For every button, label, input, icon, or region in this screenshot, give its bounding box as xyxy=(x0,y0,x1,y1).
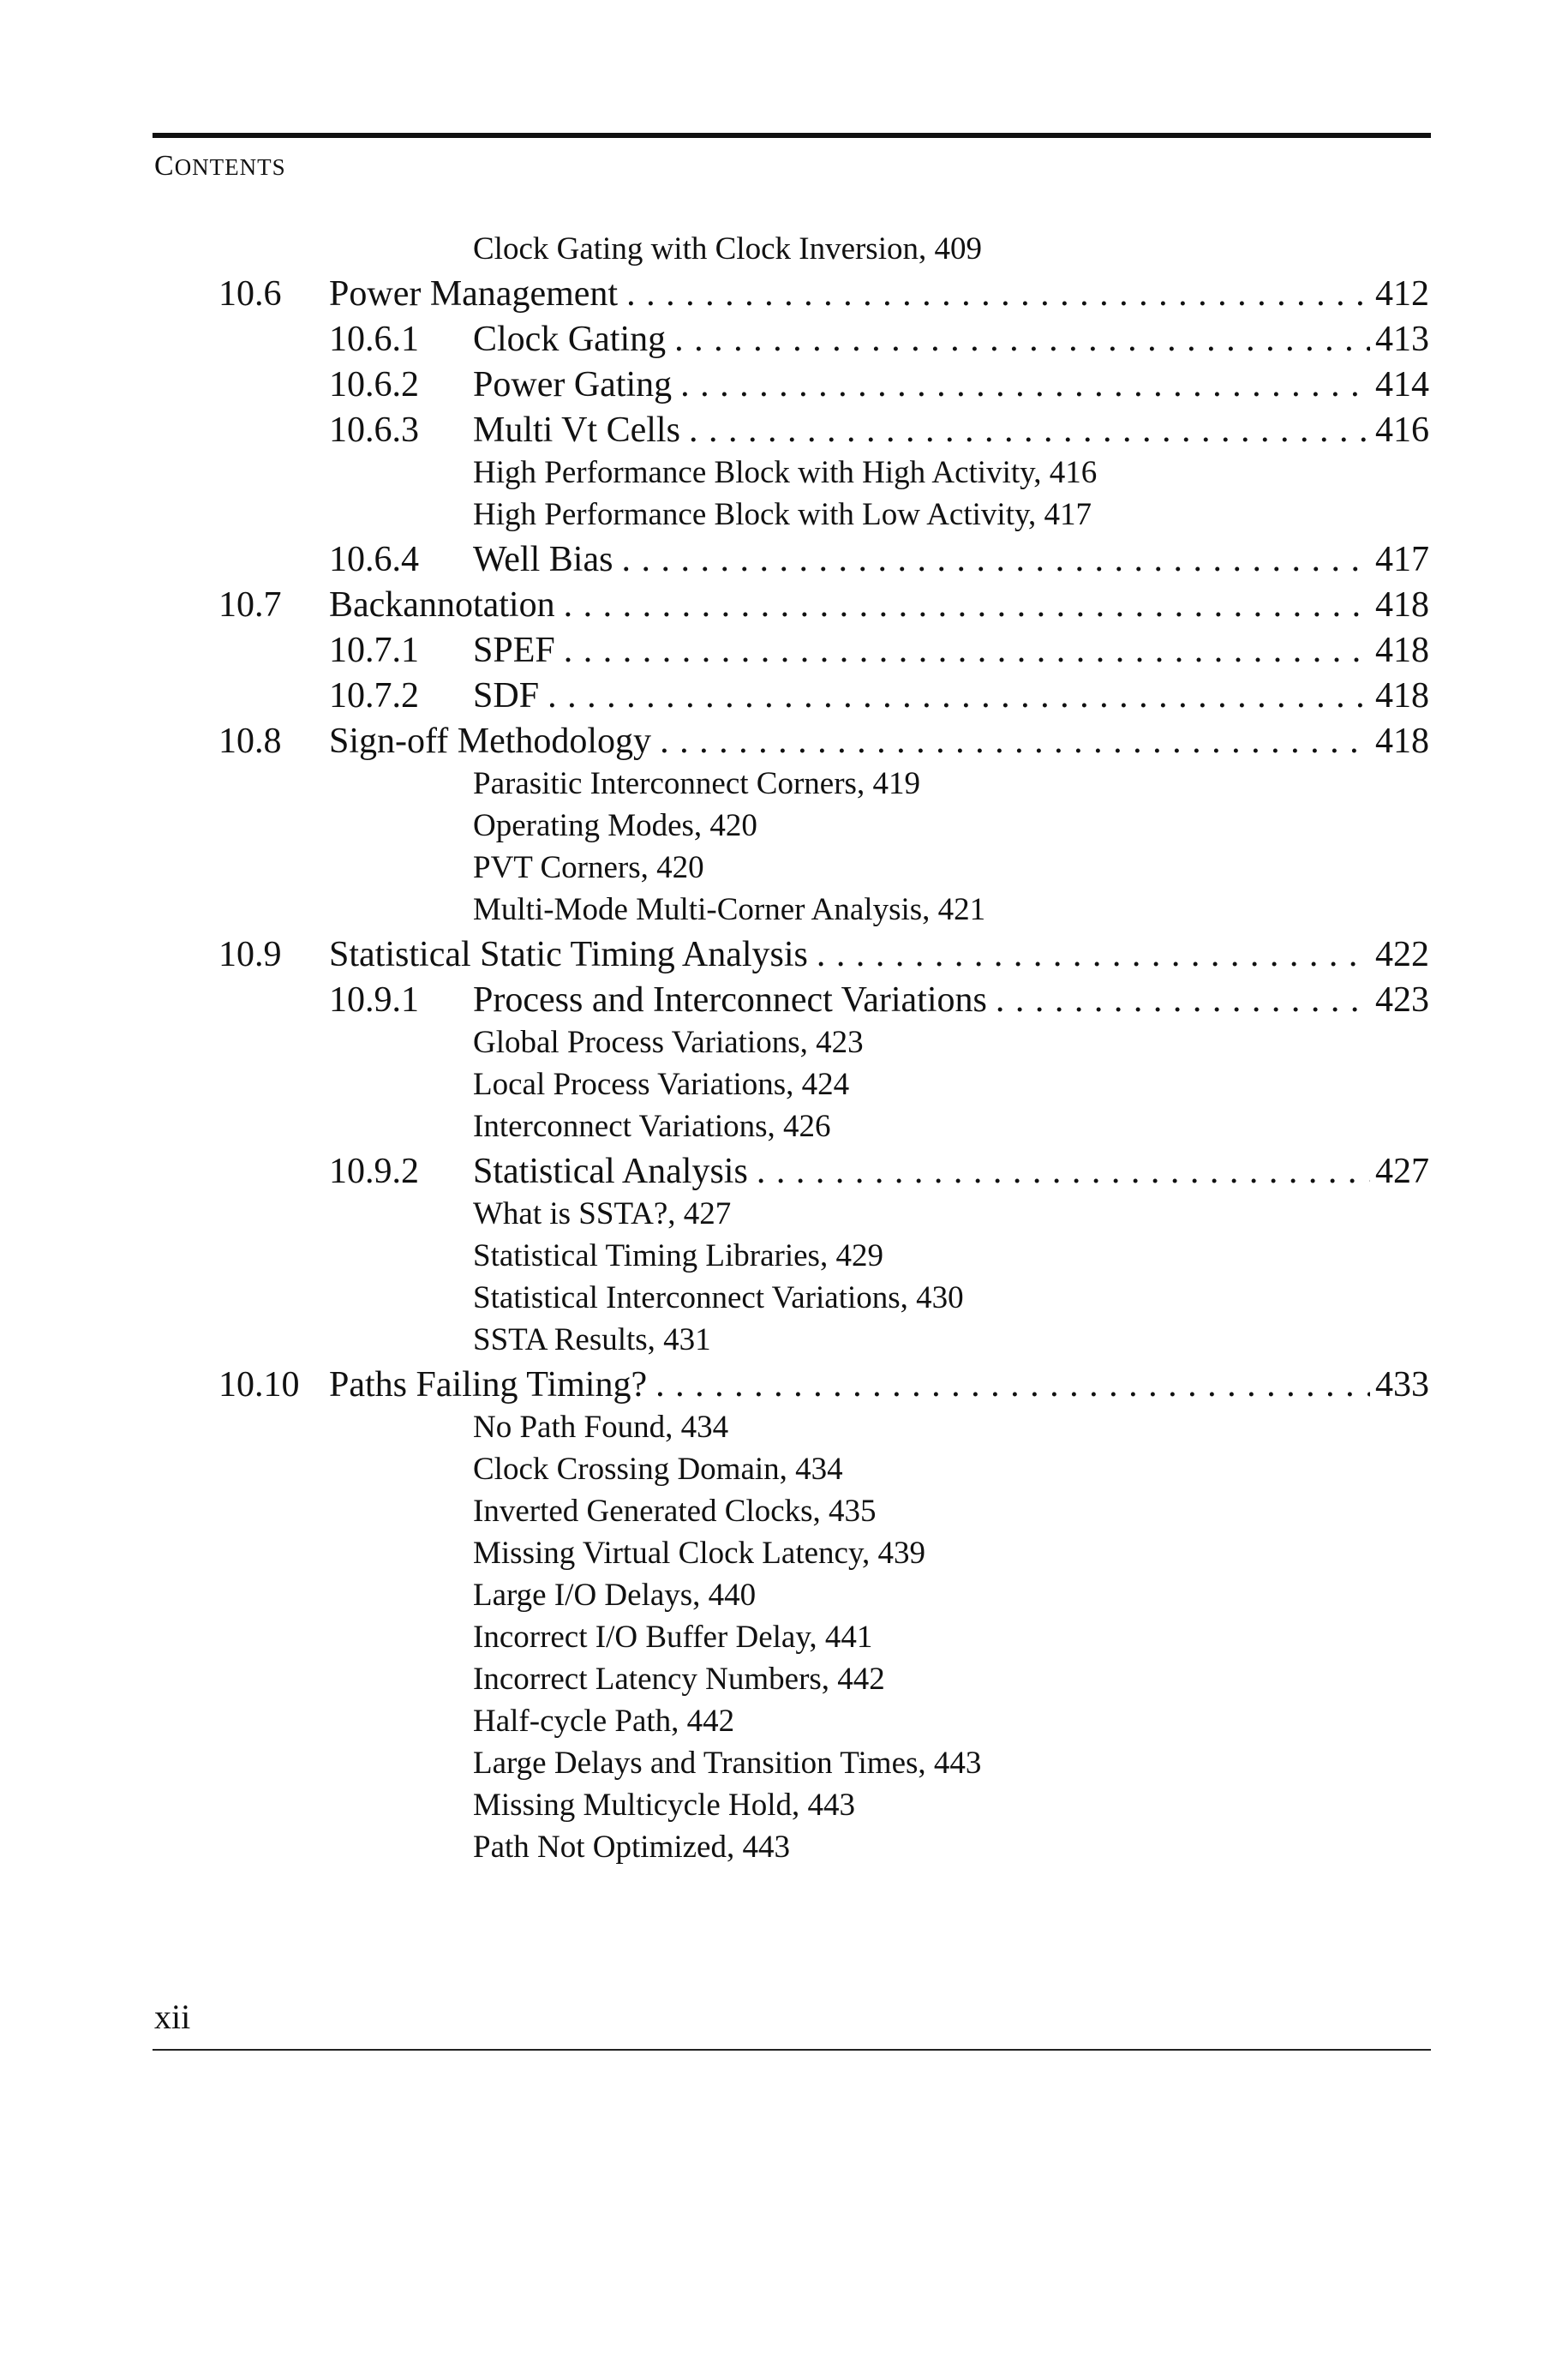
toc-number: 10.9.1 xyxy=(329,980,419,1020)
toc-topic-text: Incorrect Latency Numbers, 442 xyxy=(473,1662,885,1697)
toc-page: 418 xyxy=(1375,676,1429,716)
toc-number: 10.6 xyxy=(218,274,282,314)
dot-leader xyxy=(757,1149,1370,1194)
toc-topic-text: Half-cycle Path, 442 xyxy=(473,1704,735,1739)
toc-title: Statistical Static Timing Analysis xyxy=(329,935,808,974)
toc-title: Multi Vt Cells xyxy=(473,410,680,450)
toc-entry-line xyxy=(329,583,1429,627)
toc-subsection xyxy=(0,537,1568,583)
toc-topic-text: SSTA Results, 431 xyxy=(473,1322,711,1357)
dot-leader xyxy=(626,272,1370,316)
toc-entry-line xyxy=(329,1363,1429,1407)
toc-topic xyxy=(0,1660,1568,1702)
toc-entry-line xyxy=(329,932,1429,977)
toc-page: 418 xyxy=(1375,631,1429,670)
toc-topic xyxy=(0,1237,1568,1279)
toc-topic xyxy=(0,848,1568,890)
toc-title: Sign-off Methodology xyxy=(329,722,652,761)
toc-topic-text: No Path Found, 434 xyxy=(473,1410,729,1445)
toc-title: Power Gating xyxy=(473,365,673,404)
toc-topic xyxy=(0,1279,1568,1321)
toc-page: 414 xyxy=(1375,365,1429,404)
toc-subsection xyxy=(0,362,1568,408)
running-head xyxy=(154,150,286,183)
toc-entry-line xyxy=(473,408,1429,452)
dot-leader xyxy=(660,719,1370,764)
toc-entry-line xyxy=(473,1149,1429,1194)
toc-number: 10.7.2 xyxy=(329,676,419,716)
toc-topic-text: Clock Gating with Clock Inversion, 409 xyxy=(473,231,982,267)
dot-leader xyxy=(817,932,1370,977)
dot-leader xyxy=(674,317,1370,362)
toc-topic xyxy=(0,1195,1568,1237)
dot-leader xyxy=(680,362,1370,407)
toc-topic-text: Large Delays and Transition Times, 443 xyxy=(473,1746,982,1781)
toc-page: 427 xyxy=(1375,1152,1429,1191)
toc-topic-text: Missing Multicycle Hold, 443 xyxy=(473,1788,856,1823)
toc-page: 416 xyxy=(1375,410,1429,450)
toc-page: 418 xyxy=(1375,585,1429,625)
dot-leader xyxy=(621,537,1370,582)
toc-topic xyxy=(0,1702,1568,1744)
toc-subsection xyxy=(0,317,1568,362)
toc-topic-text: Statistical Interconnect Variations, 430 xyxy=(473,1280,964,1315)
toc-topic xyxy=(0,1065,1568,1107)
toc-topic xyxy=(0,1107,1568,1149)
toc-entry-line xyxy=(473,674,1429,718)
toc-title: SDF xyxy=(473,676,540,716)
toc-entry-line xyxy=(473,317,1429,362)
dot-leader xyxy=(548,674,1370,718)
toc-page: 423 xyxy=(1375,980,1429,1020)
toc-section xyxy=(0,272,1568,317)
toc-page: 417 xyxy=(1375,540,1429,579)
toc-page: 422 xyxy=(1375,935,1429,974)
toc-title: Backannotation xyxy=(329,585,555,625)
toc-title: Well Bias xyxy=(473,540,613,579)
toc-title: Power Management xyxy=(329,274,619,314)
toc-entry-line xyxy=(473,978,1429,1022)
toc-topic-text: High Performance Block with High Activity, 416 xyxy=(473,455,1098,490)
toc-number: 10.7.1 xyxy=(329,631,419,670)
toc-topic-text: Operating Modes, 420 xyxy=(473,808,757,843)
toc-topic xyxy=(0,764,1568,806)
toc-topic-text: Interconnect Variations, 426 xyxy=(473,1109,831,1144)
running-head-initial: C xyxy=(154,150,175,182)
dot-leader xyxy=(689,408,1370,452)
toc-topic xyxy=(0,1023,1568,1065)
toc-topic-text: What is SSTA?, 427 xyxy=(473,1196,732,1231)
toc-subsection xyxy=(0,674,1568,719)
toc-topic-text: Parasitic Interconnect Corners, 419 xyxy=(473,766,920,801)
toc-topic xyxy=(0,890,1568,932)
toc-topic-text: Global Process Variations, 423 xyxy=(473,1025,864,1060)
dot-leader xyxy=(655,1363,1370,1407)
toc-title: Paths Failing Timing? xyxy=(329,1365,648,1405)
page-number: xii xyxy=(154,1998,191,2036)
toc-section xyxy=(0,719,1568,764)
toc-entry-line xyxy=(473,628,1429,673)
toc-title: SPEF xyxy=(473,631,555,670)
toc-topic xyxy=(0,806,1568,848)
toc-topic xyxy=(0,1744,1568,1786)
toc-title: Statistical Analysis xyxy=(473,1152,748,1191)
toc-number: 10.6.4 xyxy=(329,540,419,579)
toc-topic xyxy=(0,453,1568,495)
toc-number: 10.8 xyxy=(218,722,282,761)
toc-subsection xyxy=(0,408,1568,453)
toc-page: 433 xyxy=(1375,1365,1429,1405)
toc-topic-text: Inverted Generated Clocks, 435 xyxy=(473,1494,877,1529)
running-head-smallcaps: ONTENTS xyxy=(174,154,286,180)
toc-entry-line xyxy=(473,362,1429,407)
toc-subsection xyxy=(0,1149,1568,1195)
toc-topic xyxy=(0,1828,1568,1870)
top-rule xyxy=(153,133,1431,138)
toc-subsection xyxy=(0,628,1568,674)
toc-title: Clock Gating xyxy=(473,320,667,359)
toc-entry-line xyxy=(329,272,1429,316)
toc-topic xyxy=(0,1618,1568,1660)
toc-topic-text: Missing Virtual Clock Latency, 439 xyxy=(473,1536,926,1571)
toc-number: 10.6.2 xyxy=(329,365,419,404)
toc-topic-text: Multi-Mode Multi-Corner Analysis, 421 xyxy=(473,892,986,927)
toc-title: Process and Interconnect Variations xyxy=(473,980,987,1020)
toc-topic xyxy=(0,1321,1568,1363)
toc-number: 10.9 xyxy=(218,935,282,974)
toc-number: 10.6.1 xyxy=(329,320,419,359)
toc-topic-text: High Performance Block with Low Activity, 417 xyxy=(473,497,1092,532)
toc-topic-text: PVT Corners, 420 xyxy=(473,850,704,885)
toc-topic xyxy=(0,1786,1568,1828)
toc-topic xyxy=(0,1450,1568,1492)
toc-subsection xyxy=(0,978,1568,1023)
toc-topic-text: Incorrect I/O Buffer Delay, 441 xyxy=(473,1620,873,1655)
toc-number: 10.9.2 xyxy=(329,1152,419,1191)
toc-entry-line xyxy=(473,537,1429,582)
toc-topic xyxy=(0,1576,1568,1618)
toc-number: 10.6.3 xyxy=(329,410,419,450)
toc-topic-text: Large I/O Delays, 440 xyxy=(473,1578,757,1613)
toc-page: 412 xyxy=(1375,274,1429,314)
toc-topic-text: Path Not Optimized, 443 xyxy=(473,1830,790,1865)
toc-topic-text: Statistical Timing Libraries, 429 xyxy=(473,1238,883,1273)
toc-topic xyxy=(0,1408,1568,1450)
toc-topic-text: Local Process Variations, 424 xyxy=(473,1067,850,1102)
toc-section xyxy=(0,932,1568,978)
toc-section xyxy=(0,1363,1568,1408)
toc-number: 10.7 xyxy=(218,585,282,625)
toc-topic xyxy=(0,1492,1568,1534)
toc-number: 10.10 xyxy=(218,1365,300,1405)
toc-entry-line xyxy=(329,719,1429,764)
dot-leader xyxy=(564,628,1370,673)
toc-section xyxy=(0,583,1568,628)
bottom-rule xyxy=(153,2049,1431,2051)
toc-topic-text: Clock Crossing Domain, 434 xyxy=(473,1452,843,1487)
toc-page: 413 xyxy=(1375,320,1429,359)
dot-leader xyxy=(564,583,1370,627)
toc-topic xyxy=(0,230,1568,272)
toc-page: 418 xyxy=(1375,722,1429,761)
dot-leader xyxy=(996,978,1370,1022)
toc-topic xyxy=(0,1534,1568,1576)
toc-topic xyxy=(0,495,1568,537)
